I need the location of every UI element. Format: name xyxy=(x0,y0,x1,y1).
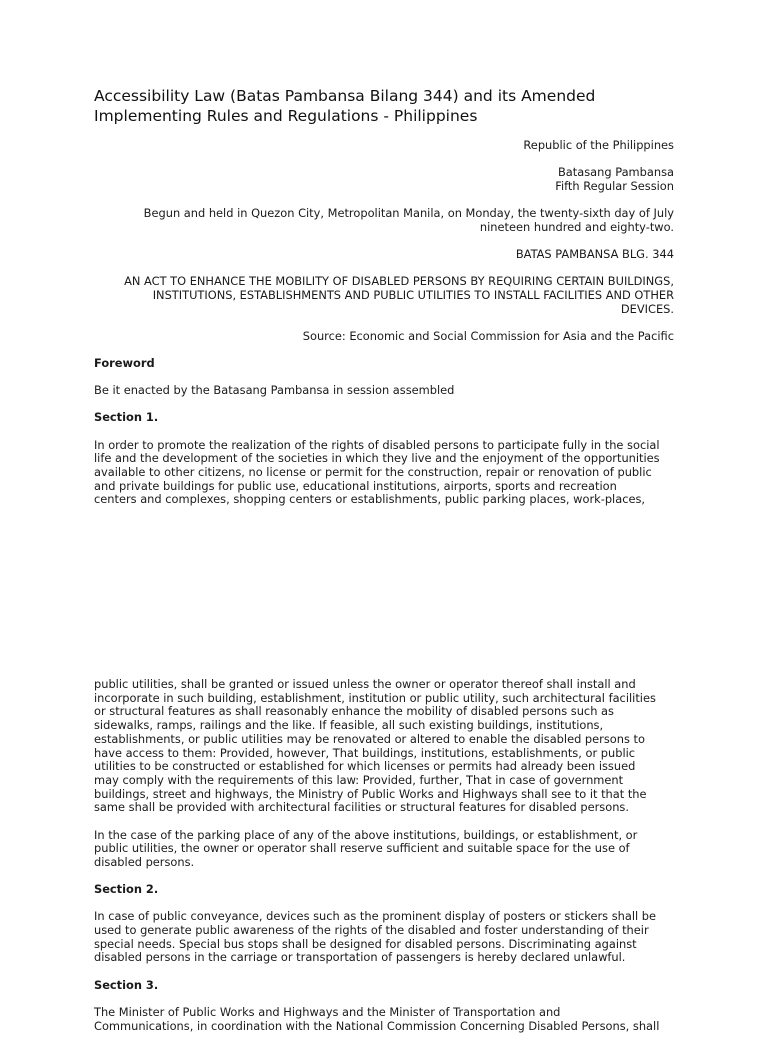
act-title-line-2: INSTITUTIONS, ESTABLISHMENTS AND PUBLIC UTILITIES TO INSTALL FACILITIES AND OTHER xyxy=(152,287,674,302)
paragraph-line: public utilities, shall be granted or issued unless the owner or operator thereof shall install and xyxy=(94,677,636,691)
act-title-line-3: DEVICES. xyxy=(620,301,674,316)
paragraph-line: The Minister of Public Works and Highways and the Minister of Transportation and xyxy=(94,1004,561,1019)
foreword-text: Be it enacted by the Batasang Pambansa in session assembled xyxy=(94,383,455,398)
section-3-heading: Section 3. xyxy=(94,977,159,992)
paragraph-line: In case of public conveyance, devices such as the prominent display of posters or stickers shall be xyxy=(94,909,657,924)
republic-line: Republic of the Philippines xyxy=(523,138,674,152)
convened-line-1: Begun and held in Quezon City, Metropolitan Manila, on Monday, the twenty-sixth day of July xyxy=(143,206,674,221)
section-1-paragraph-1-start xyxy=(94,439,674,508)
section-1-paragraph-2 xyxy=(94,829,674,870)
bill-number: BATAS PAMBANSA BLG. 344 xyxy=(515,247,674,262)
section-1-heading: Section 1. xyxy=(94,410,159,425)
paragraph-line: Communications, in coordination with the National Commission Concerning Disabled Persons, shall xyxy=(94,1018,660,1033)
paragraph-line: and private buildings for public use, educational institutions, airports, sports and recreation xyxy=(94,478,617,493)
section-2-heading: Section 2. xyxy=(94,882,159,897)
paragraph-line: available to other citizens, no license or permit for the construction, repair or renovation of public xyxy=(94,465,652,480)
paragraph-line: or structural features as shall reasonably enhance the mobility of disabled persons such as xyxy=(94,704,614,719)
paragraph-line: disabled persons. xyxy=(94,854,195,869)
paragraph-line: life and the development of the societies in which they live and the enjoyment of the opportunities xyxy=(94,451,660,466)
legislature-block xyxy=(94,166,674,193)
paragraph-line: In the case of the parking place of any of the above institutions, buildings, or establishment, or xyxy=(94,827,638,842)
paragraph-line: utilities to be constructed or established for which licenses or permits had already been issued xyxy=(94,759,636,774)
paragraph-line: public utilities, the owner or operator shall reserve sufficient and suitable space for the use of xyxy=(94,841,630,856)
section-2-paragraph xyxy=(94,910,674,965)
foreword-heading: Foreword xyxy=(94,356,155,371)
paragraph-line: special needs. Special bus stops shall be designed for disabled persons. Discriminating against xyxy=(94,936,637,951)
paragraph-line: sidewalks, ramps, railings and the like. If feasible, all such existing buildings, institutions, xyxy=(94,718,604,733)
source-line: Source: Economic and Social Commission for Asia and the Pacific xyxy=(302,328,674,343)
paragraph-line: disabled persons in the carriage or transportation of passengers is hereby declared unlawful. xyxy=(94,950,626,965)
act-title xyxy=(94,275,674,316)
document-title-line-2: Implementing Rules and Regulations - Philippines xyxy=(94,107,478,125)
convened-statement xyxy=(94,207,674,234)
paragraph-line: incorporate in such building, establishment, institution or public utility, such architectural facilities xyxy=(94,690,656,705)
document-lower-block xyxy=(94,678,674,1047)
document-title xyxy=(94,86,674,126)
session-name: Fifth Regular Session xyxy=(555,178,674,193)
paragraph-line: used to generate public awareness of the rights of the disabled and foster understanding of their xyxy=(94,923,649,938)
document-title-line-1: Accessibility Law (Batas Pambansa Bilang 344) and its Amended xyxy=(94,87,596,105)
paragraph-line: centers and complexes, shopping centers or establishments, public parking places, work-places, xyxy=(94,492,646,507)
convened-line-2: nineteen hundred and eighty-two. xyxy=(479,219,674,234)
paragraph-line: have access to them: Provided, however, That buildings, institutions, establishments, or public xyxy=(94,745,636,760)
act-title-line-1: AN ACT TO ENHANCE THE MOBILITY OF DISABLED PERSONS BY REQUIRING CERTAIN BUILDINGS, xyxy=(124,274,674,289)
paragraph-line: In order to promote the realization of the rights of disabled persons to participate fully in the social xyxy=(94,437,660,452)
section-3-paragraph xyxy=(94,1006,674,1033)
paragraph-line: may comply with the requirements of this law: Provided, further, That in case of government xyxy=(94,772,624,787)
paragraph-line: buildings, street and highways, the Ministry of Public Works and Highways shall see to it that the xyxy=(94,786,647,801)
document-upper-block xyxy=(94,139,674,521)
legislature-name: Batasang Pambansa xyxy=(557,165,674,180)
paragraph-line: same shall be provided with architectural facilities or structural features for disabled persons. xyxy=(94,800,629,815)
paragraph-line: establishments, or public utilities may be renovated or altered to enable the disabled persons to xyxy=(94,731,645,746)
section-1-paragraph-1-continued xyxy=(94,678,674,815)
